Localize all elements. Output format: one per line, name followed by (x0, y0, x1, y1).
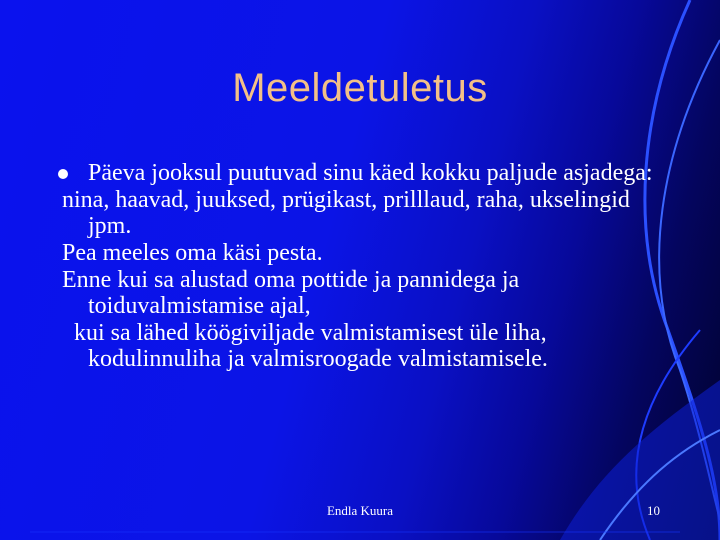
paragraph (62, 187, 662, 239)
paragraph-text: Enne kui sa alustad oma pottide ja pannidega ja toiduvalmistamise ajal, (62, 267, 520, 319)
bullet-dot-icon (58, 169, 68, 179)
bullet-paragraph (62, 160, 662, 186)
paragraph (62, 320, 662, 372)
paragraph-text: Päeva jooksul puutuvad sinu käed kokku paljude asjadega: (88, 160, 653, 186)
slide-body (62, 160, 662, 373)
slide-title: Meeldetuletus (232, 66, 488, 110)
paragraph-text: Pea meeles oma käsi pesta. (62, 240, 323, 266)
paragraph-text: kui sa lähed köögiviljade valmistamisest üle liha, kodulinnuliha ja valmisroogade valmistamisele. (68, 320, 553, 372)
paragraph-text: nina, haavad, juuksed, prügikast, prilllaud, raha, ukselingid jpm. (62, 187, 630, 239)
slide-footer: Endla Kuura (326, 503, 394, 518)
paragraph (62, 240, 662, 266)
page-number: 10 (647, 503, 660, 518)
paragraph (62, 267, 662, 319)
